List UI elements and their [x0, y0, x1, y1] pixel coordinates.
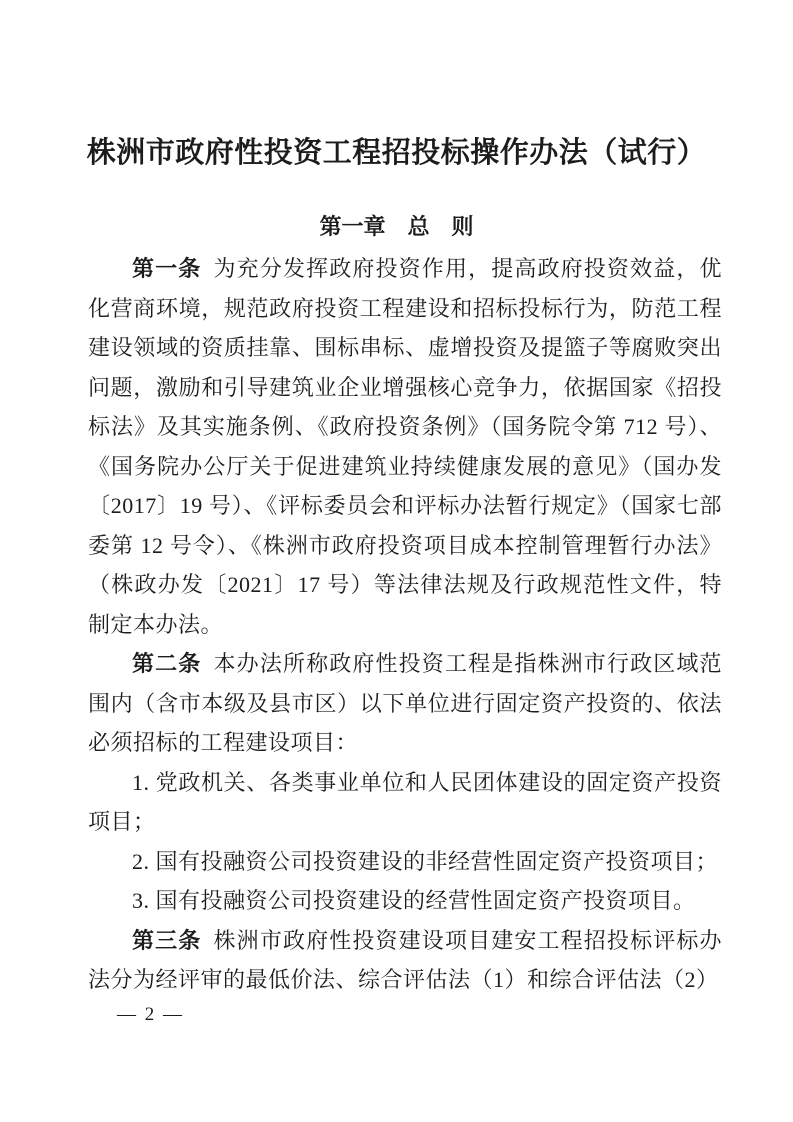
list-item-1-text: 1. 党政机关、各类事业单位和人民团体建设的固定资产投资项目；: [88, 769, 722, 834]
list-item-1: [88, 763, 722, 842]
paragraph-article-1: [88, 249, 722, 644]
article-3-text: 株洲市政府性投资建设项目建安工程招投标评标办法分为经评审的最低价法、综合评估法（1）和综合评估法（2）: [88, 927, 722, 992]
list-item-2: [88, 842, 722, 882]
document-title: 株洲市政府性投资工程招投标操作办法（试行）: [86, 137, 707, 169]
article-3-number: 第三条: [132, 927, 202, 953]
list-item-3-text: 3. 国有投融资公司投资建设的经营性固定资产投资项目。: [132, 888, 696, 913]
list-item-2-text: 2. 国有投融资公司投资建设的非经营性固定资产投资项目；: [132, 848, 719, 874]
list-item-3: [88, 881, 722, 921]
chapter-heading: 第一章 总 则: [319, 214, 474, 239]
paragraph-article-3: [88, 921, 722, 1000]
page-number: — 2 —: [117, 1004, 184, 1025]
article-1-number: 第一条: [132, 256, 202, 281]
article-2-text: 本办法所称政府性投资工程是指株洲市行政区域范围内（含市本级及县市区）以下单位进行固定资产投资的、依法必须招标的工程建设项目：: [88, 651, 722, 755]
article-1-text: 为充分发挥政府投资作用，提高政府投资效益，优化营商环境，规范政府投资工程建设和招标投标行为，防范工程建设领域的资质挂靠、围标串标、虚增投资及提篮子等腐败突出问题，激励和引导建筑业企业增强核心竞争力，依据国家《招投标法》及其实施条例、《政府投资条例》（国务院令第 712 号）、《国务院办公厅关于促进建筑业持续健康发展的意见》（国办发〔2017〕19 号）、《评标委员会和评标办法暂行规定》（国家七部委第 12 号令）、《株洲市政府投资项目成本控制管理暂行办法》（株政办发〔2021〕17 号）等法律法规及行政规范性文件，特制定本办法。: [88, 256, 722, 637]
document-body: [88, 249, 722, 1000]
paragraph-article-2: [88, 644, 722, 763]
article-2-number: 第二条: [132, 651, 202, 676]
